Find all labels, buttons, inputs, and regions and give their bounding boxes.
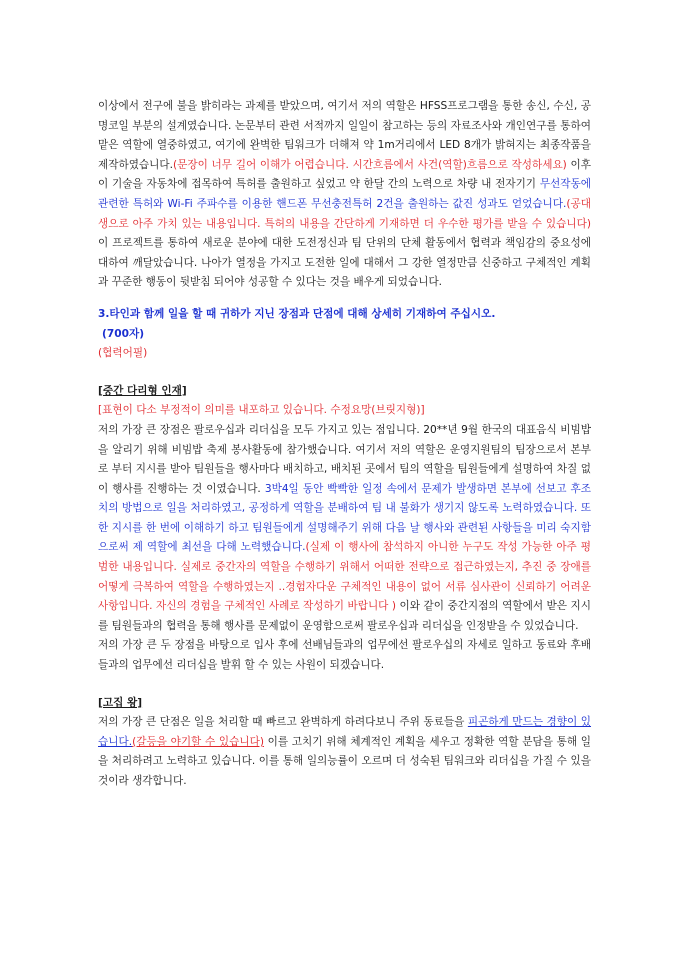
- highlighted-text: 무선작동에 관련한 특허와 Wi-Fi 주파수를 이용한 핸드폰 무선충전특허 2건을 출원하는 값진 성과도 얻었습니다.: [98, 178, 591, 210]
- question-tag: (협력어필): [98, 347, 148, 360]
- block2-paragraph: [98, 713, 591, 791]
- highlighted-text: 3박4일 동안 빡빡한 일정 속에서 문제가 발생하면 본부에 선보고 후조치의 방법으로 일을 처리하였고, 공정하게 역할을 분배하여 팀 내 불화가 생기지 않도록 노력하였습니다. 또한 지시를 한 번에 이해하기 하고 팀원들에게 설명해주기 위해 다음 날 행사와 관련된 사항들을 미리 숙지함으로써 제 역할에 최선을 다해 노력했습니다.: [98, 482, 591, 554]
- review-comment: (문장이 너무 길어 이해가 어렵습니다. 시간흐름에서 사건(역할)흐름으로 작성하세요): [173, 158, 567, 171]
- review-comment: (실제 이 행사에 참석하지 아니한 누구도 작성 가능한 아주 평범한 내용입니다. 실제로 중간자의 역할을 수행하기 위해서 어떠한 전략으로 접근하였는지, 추진 중 장애를 어떻게 극복하여 역할을 수행하였는지 ..경험자다운 구체적인 내용이 없어 서류 심사관이 신뢰하기 어려운 사항입니다. 자신의 경험을 구체적인 사례로 작성하기 바랍니다 ): [98, 541, 591, 613]
- review-comment: (공대생으로 아주 가치 있는 내용입니다. 특허의 내용을 간단하게 기재하면 더 우수한 평가를 받을 수 있습니다): [98, 197, 591, 230]
- block2-header-text: [고집 왕]: [98, 696, 143, 709]
- block1-closing: 저의 가장 큰 두 장점을 바탕으로 입사 후에 선배님들과의 업무에선 팔로우십의 자세로 일하고 동료와 후배들과의 업무에선 리더십을 발휘 할 수 있는 사원이 되겠습니다.: [98, 639, 591, 672]
- text-run: 이와 같이 중간지점의 역할에서 받은 지시를 팀원들과의 협력을 통해 행사를 문제없이 운영함으로써 팔로우십과 리더십을 인정받을 수 있었습니다.: [98, 600, 591, 632]
- document-page: [98, 97, 591, 792]
- text-run: 이를 고치기 위해 체계적인 계획을 세우고 정확한 역할 분담을 통해 일을 처리하려고 노력하고 있습니다. 이를 통해 일의능률이 오르며 더 성숙된 팀워크와 리더십을 가질 수 있을 것이라 생각합니다.: [98, 735, 591, 787]
- block1-paragraph: [98, 401, 591, 636]
- block1-header: [98, 382, 591, 402]
- section2-paragraph: [98, 97, 591, 293]
- review-comment: (갈등을 야기할 수 있습니다): [132, 735, 264, 748]
- block1-header-text: [중간 다리형 인재]: [98, 384, 187, 397]
- question-char-limit: (700자): [102, 327, 145, 340]
- review-comment: [표현이 다소 부정적이 의미를 내포하고 있습니다. 수정요망(브릿지형)]: [98, 404, 425, 417]
- block2-header: [98, 694, 591, 714]
- highlighted-text: 피곤하게 만드는 경향이 있습니다.: [98, 716, 592, 748]
- text-run: 이후 이 기술을 자동차에 접목하여 특허를 출원하고 싶었고 약 한달 간의 노력으로 차량 내 전자기기: [98, 158, 591, 191]
- text-run: 이 프로젝트를 통하여 새로운 분야에 대한 도전정신과 팀 단위의 단체 활동에서 협력과 책임감의 중요성에 대하여 깨달았습니다. 나아가 열정을 가지고 도전한 일에 대해서 그 강한 열정만큼 신중하고 구체적인 계획과 꾸준한 행동이 뒷받침 되어야 성공할 수 있다는 것을 배우게 되었습니다.: [98, 237, 591, 289]
- text-run: 저의 가장 큰 단점은 일을 처리할 때 빠르고 완벽하게 하려다보니 주위 동료들을: [98, 716, 468, 729]
- text-run: 저의 가장 큰 장점은 팔로우십과 리더십을 모두 가지고 있는 점입니다. 20**년 9월 한국의 대표음식 비빔밥을 알리기 위해 비빔밥 축제 봉사활동에 참가했습니다. 여기서 저의 역할은 운영지원팀의 팀장으로서 본부로 부터 지시를 받아 팀원들을 행사마다 배치하고, 배치된 곳에서 팀의 역할을 팀원들에게 설명하여 차질 없이 행사를 진행하는 것 이였습니다.: [98, 423, 591, 495]
- text-run: 이상에서 전구에 불을 밝히라는 과제를 받았으며, 여기서 저의 역할은 HFSS프로그램을 통한 송신, 수신, 공명코일 부분의 설계였습니다. 논문부터 관련 서적까지 일일이 참고하는 등의 자료조사와 개인연구를 통하여 맡은 역할에 열중하였고, 여기에 완벽한 팀워크가 더해져 약 1m거리에서 LED 8개가 밝혀지는 최종작품을 제작하였습니다.: [98, 100, 591, 171]
- question-title: 3.타인과 함께 일을 할 때 귀하가 지닌 장점과 단점에 대해 상세히 기재하여 주십시오.: [98, 307, 496, 320]
